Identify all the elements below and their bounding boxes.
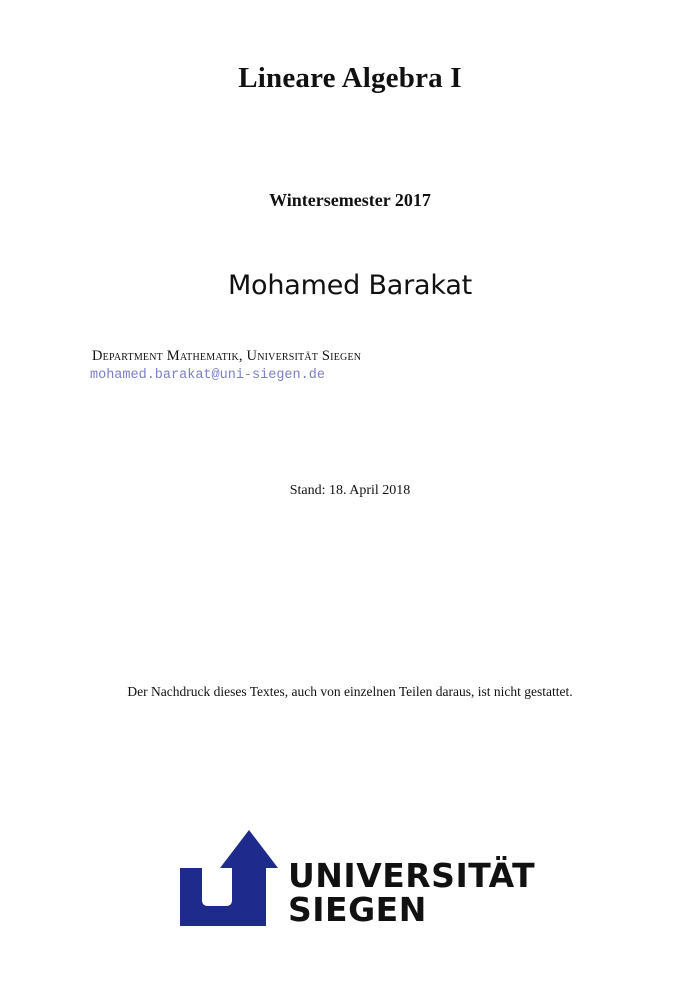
author-affiliation: Department Mathematik, Universität Siegen: [92, 348, 362, 364]
semester-label: Wintersemester 2017: [269, 190, 431, 210]
copyright-notice: Der Nachdruck dieses Textes, auch von einzelnen Teilen daraus, ist nicht gestattet.: [127, 684, 573, 699]
revision-date: Stand: 18. April 2018: [289, 483, 411, 498]
author-name: Mohamed Barakat: [227, 270, 473, 301]
logo-line-universitaet: UNIVERSITÄT: [288, 856, 536, 895]
document-title: Lineare Algebra I: [238, 62, 462, 94]
university-siegen-logo-icon: [180, 828, 278, 926]
university-logo: [180, 828, 540, 928]
logo-wordmark: [288, 856, 536, 929]
author-email-link[interactable]: mohamed.barakat@uni-siegen.de: [90, 368, 325, 383]
logo-line-siegen: SIEGEN: [288, 890, 427, 929]
